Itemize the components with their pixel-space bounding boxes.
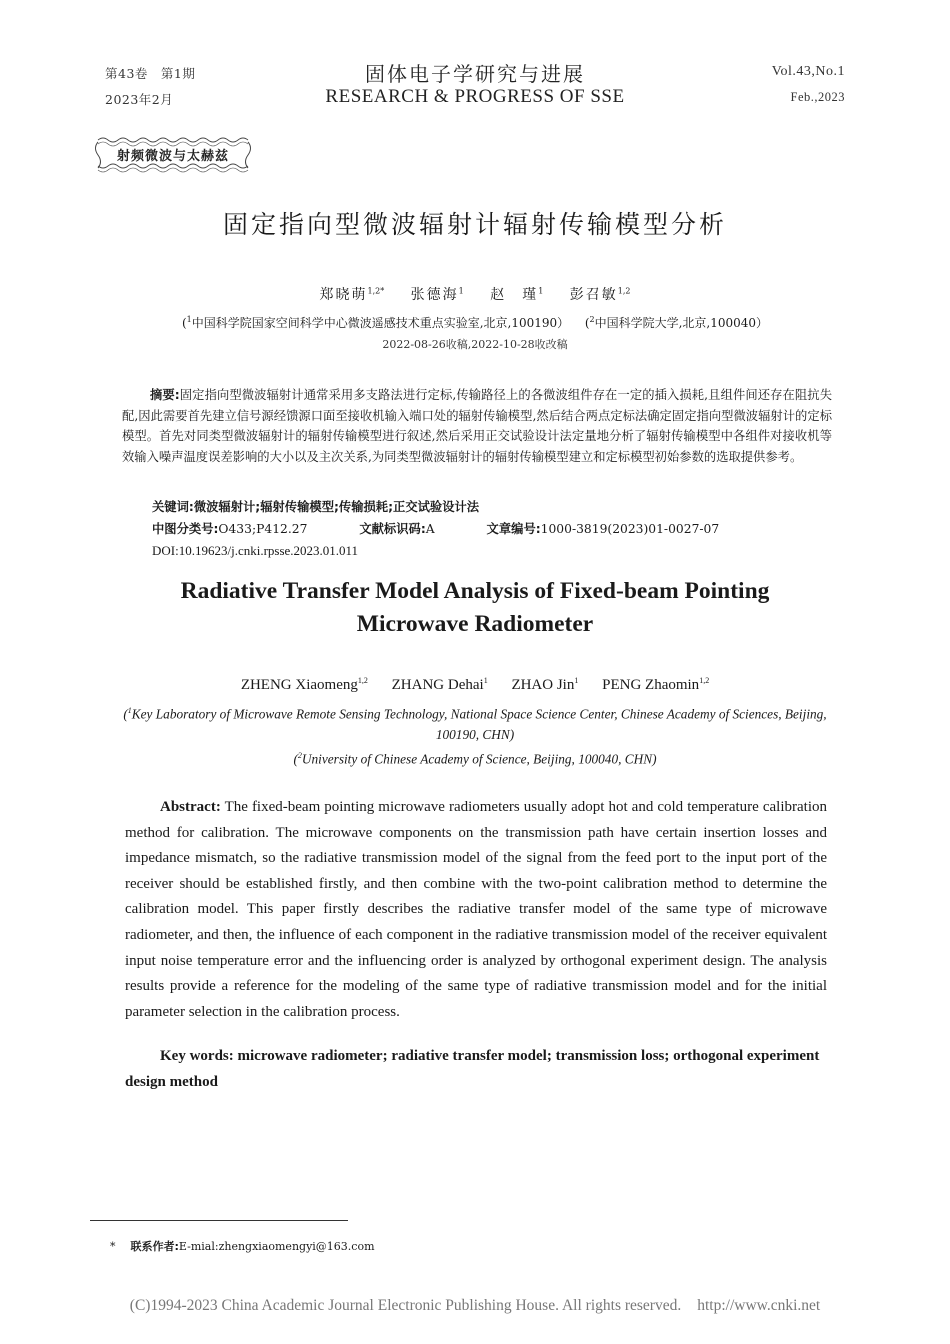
corresponding-author-footnote: * 联系作者:E-mial:zhengxiaomengyi@163.com <box>110 1240 375 1253</box>
abstract-cn <box>122 385 832 467</box>
doi: DOI:10.19623/j.cnki.rpsse.2023.01.011 <box>152 543 359 558</box>
keywords-en: Key words: microwave radiometer; radiative transfer model; transmission loss; orthogonal experiment design method <box>125 1048 820 1090</box>
author-cn: 郑晓萌$^{1,2*}$ <box>319 286 385 303</box>
received-dates-cn: 2022-08-26收稿,2022-10-28收改稿 <box>382 338 568 351</box>
paper-title-cn: 固定指向型微波辐射计辐射传输模型分析 <box>222 210 727 239</box>
cnki-link[interactable]: http://www.cnki.net <box>697 1297 821 1314</box>
affiliations-cn <box>60 314 890 331</box>
author-en: ZHENG Xiaomeng$^{1,2}$ <box>240 676 368 693</box>
affiliation-cn-1: ($^1$中国科学院国家空间科学中心微波遥感技术重点实验室,北京,100190） <box>181 315 570 330</box>
copyright-line <box>0 1297 950 1315</box>
affiliation-en-2: ($^2$University of Chinese Academy of Science, Beijing, 100040, CHN) <box>293 751 657 767</box>
keywords-cn: 关键词:微波辐射计;辐射传输模型;传输损耗;正交试验设计法 <box>152 500 480 514</box>
abstract-en-label: Abstract: <box>160 799 221 815</box>
journal-title-en: RESEARCH & PROGRESS OF SSE <box>325 86 625 107</box>
publication-date-cn: 2023年2月 <box>105 92 174 107</box>
paper-title-en: Radiative Transfer Model Analysis of Fixed-beam Pointing Microwave Radiometer <box>180 578 770 637</box>
copyright-text: (C)1994-2023 China Academic Journal Electronic Publishing House. All rights reserved. <box>129 1297 682 1314</box>
author-list-cn <box>60 284 890 304</box>
abstract-en <box>125 795 827 1025</box>
classification-cn: 中图分类号:O433;P412.27 文献标识码:A 文章编号:1000-3819(2023)01-0027-07 <box>152 522 720 536</box>
section-tag <box>92 133 254 175</box>
volume-issue-cn: 第43卷 第1期 <box>105 66 196 81</box>
affiliation-cn-2: ($^2$中国科学院大学,北京,100040） <box>584 315 769 330</box>
journal-title-cn: 固体电子学研究与进展 <box>365 62 585 86</box>
affiliation-en-1: ($^1$Key Laboratory of Microwave Remote Sensing Technology, National Space Science Center, Chinese Academy of Sciences, Beijing, 100190, CHN) <box>123 706 827 743</box>
footnote-divider <box>90 1220 348 1221</box>
author-en: PENG Zhaomin$^{1,2}$ <box>602 676 710 693</box>
abstract-cn-label: 摘要: <box>150 388 180 402</box>
author-en: ZHAO Jin$^1$ <box>511 676 579 693</box>
author-cn: 赵 瑾$^1$ <box>490 286 544 303</box>
volume-issue-en: Vol.43,No.1 <box>771 64 845 79</box>
publication-date-en: Feb.,2023 <box>790 90 845 104</box>
abstract-cn-text: 固定指向型微波辐射计通常采用多支路法进行定标,传输路径上的各微波组件存在一定的插入损耗,且组件间还存在阻抗失配,因此需要首先建立信号源经馈源口面至接收机输入端口处的辐射传输模型,然后结合两点定标法确定固定指向型微波辐射计的定标模型。首先对同类型微波辐射计的辐射传输模型进行叙述,然后采用正交试验设计法定量地分析了辐射传输模型中各组件对接收机等效输入噪声温度误差影响的大小以及主次关系,为同类型微波辐射计的辐射传输模型建立和定标模型初始参数的选取提供参考。 <box>122 388 832 464</box>
section-tag-label: 射频微波与太赫兹 <box>116 149 229 164</box>
affiliations-en <box>122 700 828 770</box>
author-en: ZHANG Dehai$^1$ <box>391 676 488 693</box>
author-list-en <box>60 676 890 694</box>
author-cn: 张德海$^1$ <box>410 286 464 303</box>
author-cn: 彭召敏$^{1,2}$ <box>569 286 631 303</box>
abstract-en-text: The fixed-beam pointing microwave radiometers usually adopt hot and cold temperature calibration method for calibration. The microwave components on the transmission path have certain insertion losses and impedance mismatch, so the radiative transmission model of the signal from the feed port to the input port of the receiver should be established firstly, and then combine with the two-point calibration method to determine the calibration model. This paper firstly describes the radiative transfer model of the same type of microwave radiometer, and then, the influence of each component in the radiative transmission model of the receiver equivalent input noise temperature error and the influencing order is analyzed by orthogonal experiment design. The analysis results provide a reference for the modeling of the same type of radiative transmission model and for the initial parameter selection in the calibration process. <box>125 799 827 1020</box>
